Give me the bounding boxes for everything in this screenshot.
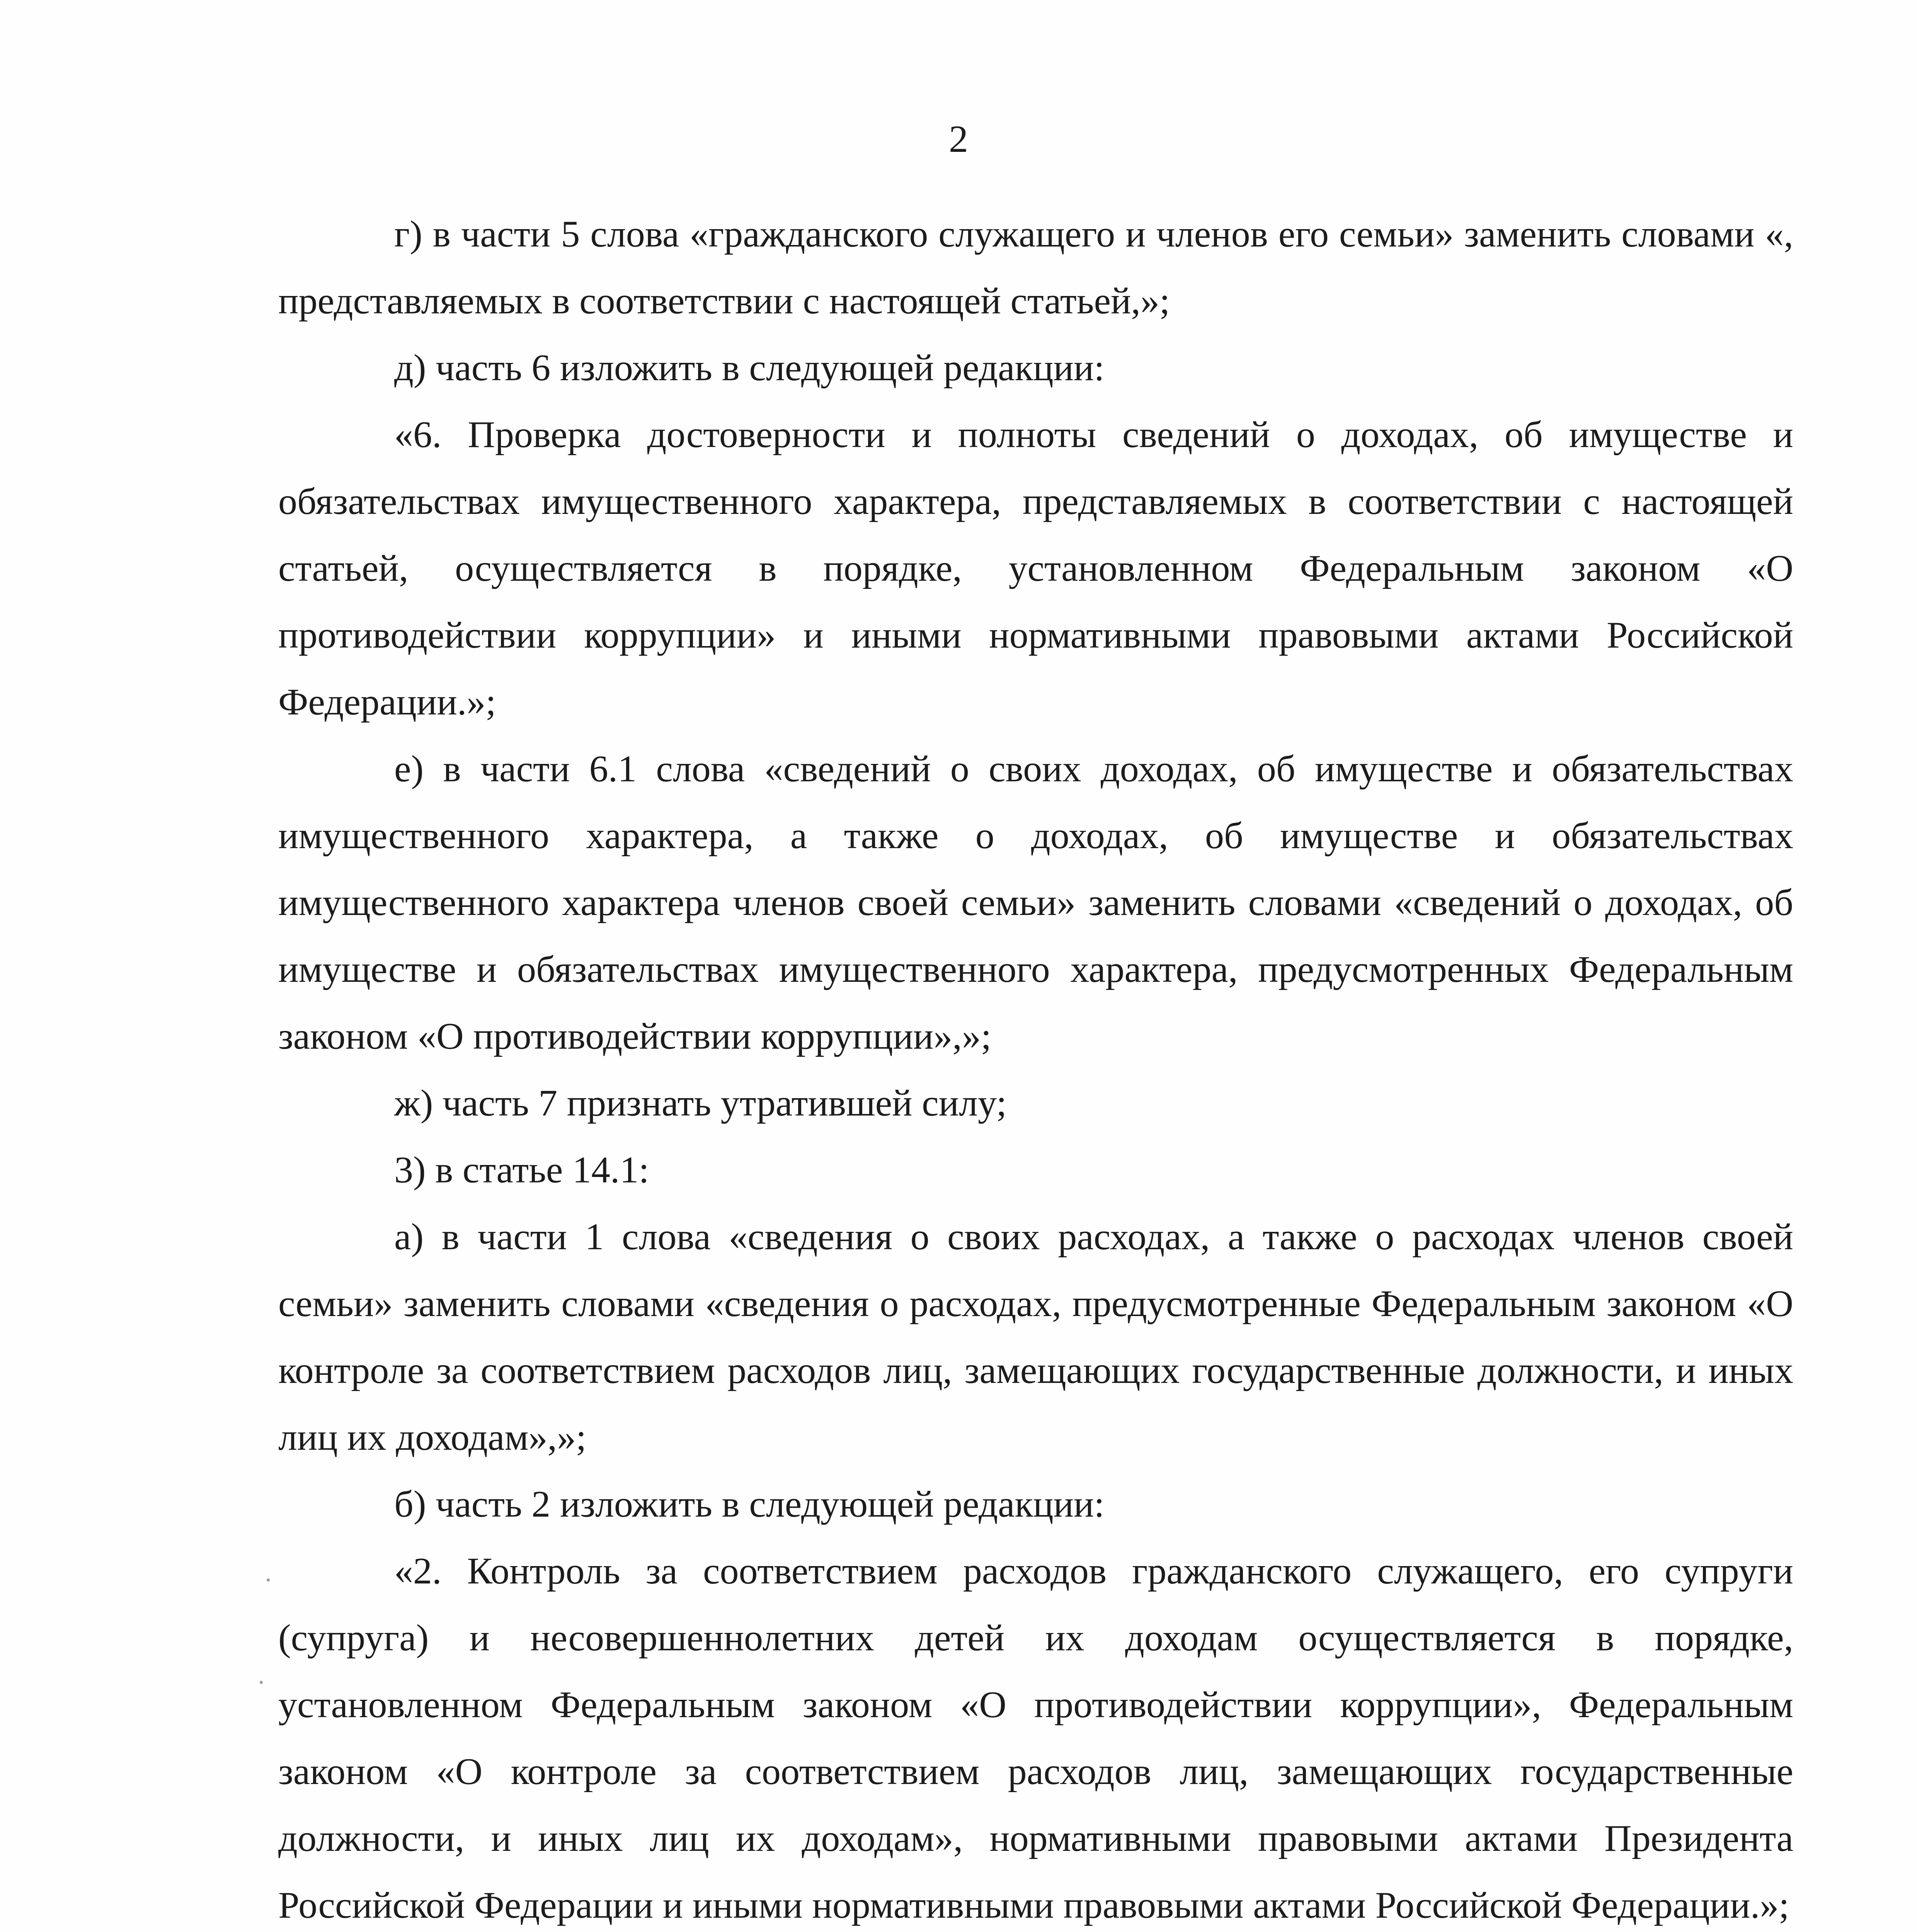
paragraph-a: а) в части 1 слова «сведения о своих расходах, а также о расходах членов своей семьи» заменить словами «сведения о расходах, предусмотренные Федеральным законом «О контроле за соответствием расходов лиц, замещающих государственные должности, и иных лиц их доходам»,»; [278, 1216, 1793, 1458]
paragraph-d: д) часть 6 изложить в следующей редакции: [394, 347, 1105, 389]
scan-artifact [267, 1578, 270, 1582]
paragraph-g: г) в части 5 слова «гражданского служащего и членов его семьи» заменить словами «, представляемых в соответствии с настоящей статьей,»; [278, 213, 1793, 322]
paragraph-e: е) в части 6.1 слова «сведений о своих доходах, об имуществе и обязательствах имущественного характера, а также о доходах, об имуществе и обязательствах имущественного характера членов своей семьи» заменить словами «сведений о доходах, об имуществе и обязательствах имущественного характера, предусмотренных Федеральным законом «О противодействии коррупции»,»; [278, 748, 1793, 1057]
page-number: 2 [949, 117, 968, 160]
paragraph-zh: ж) часть 7 признать утратившей силу; [394, 1082, 1007, 1124]
paragraph-part-6-text: «6. Проверка достоверности и полноты сведений о доходах, об имуществе и обязательствах имущественного характера, представляемых в соответствии с настоящей статьей, осуществляется в порядке, установленном Федеральным законом «О противодействии коррупции» и иными нормативными правовыми актами Российской Федерации.»; [278, 414, 1793, 723]
paragraph-item-3: 3) в статье 14.1: [394, 1149, 649, 1191]
document-body [278, 201, 1793, 1932]
paragraph-part-2-text: «2. Контроль за соответствием расходов гражданского служащего, его супруги (супруга) и несовершеннолетних детей их доходам осуществляется в порядке, установленном Федеральным законом «О противодействии коррупции», Федеральным законом «О контроле за соответствием расходов лиц, замещающих государственные должности, и иных лиц их доходам», нормативными правовыми актами Президента Российской Федерации и иными нормативными правовыми актами Российской Федерации.»; [278, 1550, 1793, 1926]
scan-artifact [260, 1681, 263, 1684]
paragraph-b: б) часть 2 изложить в следующей редакции: [394, 1483, 1105, 1525]
